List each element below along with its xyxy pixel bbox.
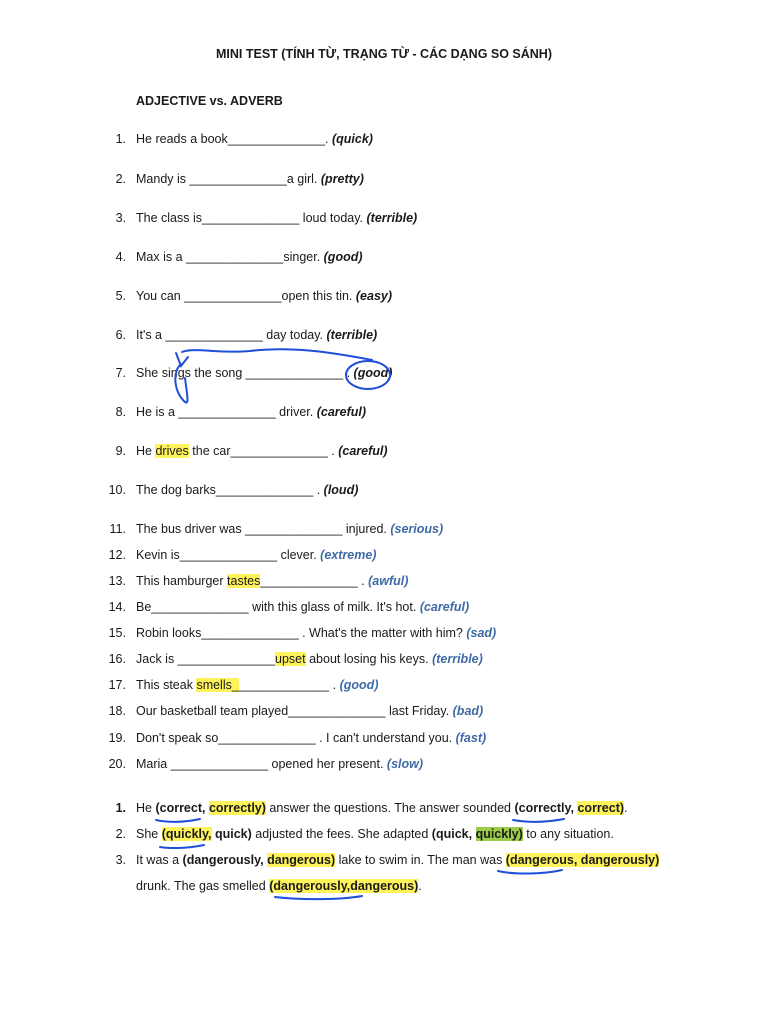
highlighted-verb: smells_	[196, 678, 239, 692]
question-number: 17.	[108, 678, 126, 692]
question-number: 4.	[115, 250, 126, 264]
question-hint: (extreme)	[320, 548, 377, 562]
underline-quickly	[160, 845, 204, 848]
question-text: Kevin is______________ clever. (extreme)	[136, 548, 377, 562]
question-number: 16.	[108, 652, 126, 666]
underline-dangerous-1	[498, 870, 562, 874]
question-text: Jack is ______________upset about losing his keys. (terrible)	[136, 652, 483, 666]
question-number: 1.	[115, 132, 126, 146]
question-text: Mandy is ______________a girl. (pretty)	[136, 172, 364, 186]
question-hint: (sad)	[466, 626, 497, 640]
item-text: She (quickly, quick) adjusted the fees. She adapted (quick, quickly) to any situation.	[136, 827, 614, 841]
question-number: 10.	[108, 483, 126, 497]
question-hint: (slow)	[386, 757, 424, 771]
question-text: She sings the song ______________ . (good)	[136, 366, 393, 380]
highlighted-verb: drives	[155, 444, 189, 458]
question-number: 20.	[108, 757, 126, 771]
question-hint: (good)	[339, 678, 379, 692]
question-number: 11.	[109, 522, 126, 536]
question-hint: (careful)	[338, 444, 388, 458]
question-number: 19.	[108, 731, 126, 745]
question-number: 3.	[115, 211, 126, 225]
item-text: drunk. The gas smelled (dangerously,dangerous).	[136, 879, 422, 893]
question-hint: (careful)	[316, 405, 367, 419]
question-text: Maria ______________ opened her present. (slow)	[136, 757, 424, 771]
question-text: Robin looks______________ . What's the matter with him? (sad)	[136, 626, 497, 640]
page-title: MINI TEST (TÍNH TỪ, TRẠNG TỪ - CÁC DẠNG SO SÁNH)	[216, 47, 552, 61]
question-text: It's a ______________ day today. (terrible)	[136, 328, 378, 342]
underline-correct	[156, 819, 200, 822]
question-text: He is a ______________ driver. (careful)	[136, 405, 367, 419]
question-text: Be______________ with this glass of milk. It's hot. (careful)	[136, 600, 470, 614]
question-hint: (terrible)	[432, 652, 483, 666]
arrow-stroke	[182, 349, 372, 360]
question-hint: (awful)	[368, 574, 409, 588]
question-text: Our basketball team played______________ last Friday. (bad)	[136, 704, 484, 718]
question-hint: (easy)	[355, 289, 393, 303]
item-number: 3.	[115, 853, 126, 867]
question-text: You can ______________open this tin. (easy)	[136, 289, 393, 303]
question-number: 2.	[115, 172, 126, 186]
question-hint: (bad)	[452, 704, 484, 718]
question-text: The bus driver was ______________ injured. (serious)	[136, 522, 444, 536]
underline-correctly	[513, 819, 564, 822]
question-number: 18.	[108, 704, 126, 718]
question-text: He reads a book______________. (quick)	[136, 132, 373, 146]
item-text: It was a (dangerously, dangerous) lake to swim in. The man was (dangerous, dangerously)	[136, 853, 660, 867]
question-text: This hamburger tastes______________ . (awful)	[136, 574, 409, 588]
question-text: Max is a ______________singer. (good)	[136, 250, 363, 264]
question-text: He drives the car______________ . (careful)	[136, 444, 388, 458]
question-text: Don't speak so______________ . I can't understand you. (fast)	[136, 731, 487, 745]
question-hint: (serious)	[390, 522, 444, 536]
item-text: He (correct, correctly) answer the questions. The answer sounded (correctly, correct).	[136, 801, 628, 815]
highlighted-verb: upset	[275, 652, 306, 666]
question-number: 15.	[108, 626, 126, 640]
question-text: The class is______________ loud today. (terrible)	[136, 211, 418, 225]
question-text: This steak smells______________ . (good)	[136, 678, 379, 692]
section-heading: ADJECTIVE vs. ADVERB	[136, 94, 283, 108]
question-number: 12.	[108, 548, 126, 562]
item-number: 1.	[115, 801, 126, 815]
underline-dangerously-2	[275, 896, 362, 899]
question-number: 8.	[115, 405, 126, 419]
question-hint: (terrible)	[326, 328, 378, 342]
question-number: 5.	[115, 289, 126, 303]
question-hint: (terrible)	[366, 211, 418, 225]
highlighted-verb: tastes	[227, 574, 261, 588]
question-text: The dog barks______________ . (loud)	[136, 483, 359, 497]
question-hint: (careful)	[419, 600, 470, 614]
question-hint: (good)	[353, 366, 393, 380]
question-hint: (loud)	[323, 483, 359, 497]
question-hint: (good)	[323, 250, 363, 264]
question-number: 9.	[115, 444, 126, 458]
question-number: 6.	[115, 328, 126, 342]
question-number: 13.	[108, 574, 126, 588]
question-number: 14.	[108, 600, 126, 614]
question-hint: (pretty)	[320, 172, 364, 186]
question-hint: (fast)	[455, 731, 487, 745]
question-number: 7.	[115, 366, 126, 380]
question-hint: (quick)	[332, 132, 373, 146]
arrow-head	[176, 353, 188, 366]
item-number: 2.	[115, 827, 126, 841]
